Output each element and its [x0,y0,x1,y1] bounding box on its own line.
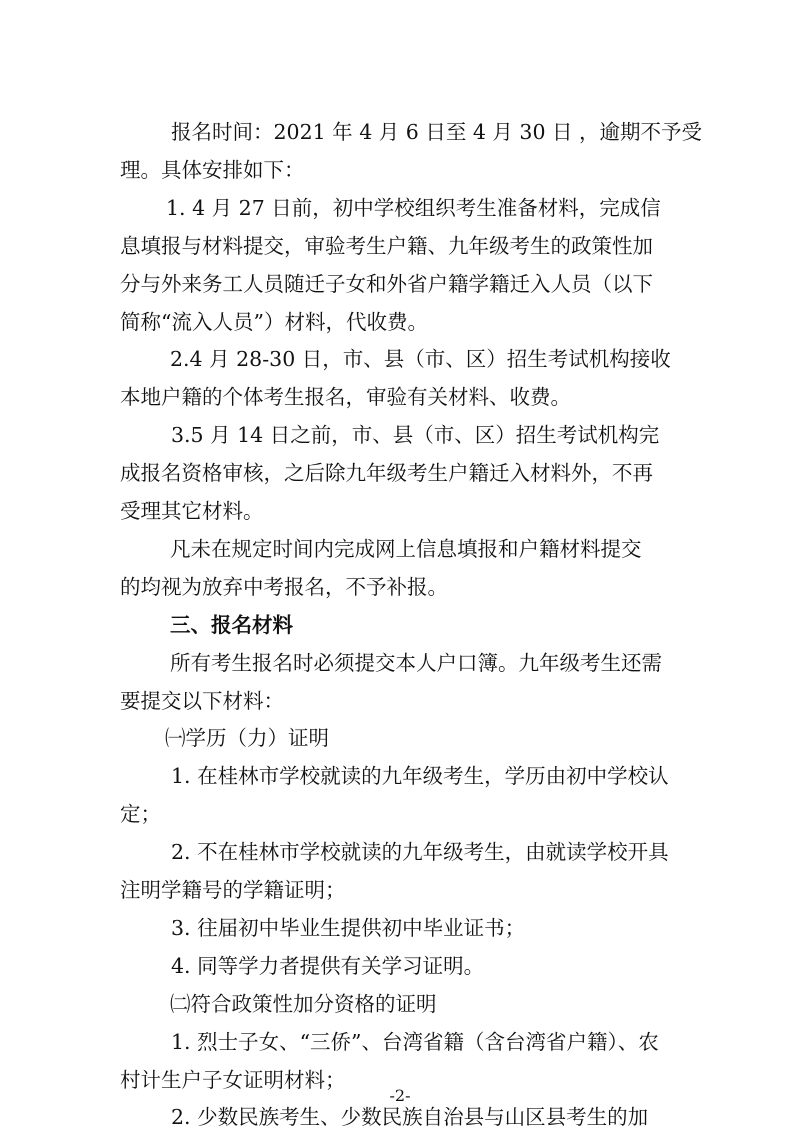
text-line-4: 息填报与材料提交，审验考生户籍、九年级考生的政策性加 [120,234,653,258]
text-line-18: 1. 在桂林市学校就读的九年级考生，学历由初中学校认 [171,764,669,788]
text-line-1: 报名时间：2021 年 4 月 6 日至 4 月 30 日 ，逾期不予受 [171,120,703,144]
text-line-16: 要提交以下材料： [120,689,284,713]
text-line-27: 2. 少数民族考生、少数民族自治县与山区县考生的加 [171,1105,649,1129]
text-line-8: 本地户籍的个体考生报名，审验有关材料、收费。 [120,385,571,409]
text-line-9: 3.5 月 14 日之前，市、县（市、区）招生考试机构完 [171,423,660,447]
section-heading: 三、报名材料 [170,613,293,637]
text-line-26: 村计生户子女证明材料； [120,1068,346,1092]
text-line-19: 定； [120,802,161,826]
text-line-21: 注明学籍号的学籍证明； [120,878,346,902]
text-line-12: 凡未在规定时间内完成网上信息填报和户籍材料提交 [170,537,642,561]
subheading-1: ㈠学历（力）证明 [165,726,329,750]
text-line-25: 1. 烈士子女、“三侨”、台湾省籍（含台湾省户籍）、农 [171,1030,659,1054]
text-line-2: 理。具体安排如下： [120,158,305,182]
subheading-2: ㈡符合政策性加分资格的证明 [170,992,437,1016]
text-line-22: 3. 往届初中毕业生提供初中毕业证书； [171,916,526,940]
text-line-7: 2.4 月 28-30 日，市、县（市、区）招生考试机构接收 [170,347,671,371]
page-number: -2- [389,1086,411,1105]
text-line-23: 4. 同等学力者提供有关学习证明。 [171,954,485,978]
text-line-13: 的均视为放弃中考报名，不予补报。 [120,575,448,599]
text-line-6: 简称“流入人员”）材料，代收费。 [120,310,428,334]
text-line-10: 成报名资格审核，之后除九年级考生户籍迁入材料外，不再 [120,461,653,485]
text-line-20: 2. 不在桂林市学校就读的九年级考生，由就读学校开具 [171,840,669,864]
text-line-15: 所有考生报名时必须提交本人户口簿。九年级考生还需 [170,651,662,675]
text-line-11: 受理其它材料。 [120,499,264,523]
text-line-3: 1. 4 月 27 日前，初中学校组织考生准备材料，完成信 [166,196,661,220]
text-line-5: 分与外来务工人员随迁子女和外省户籍学籍迁入人员（以下 [120,272,653,296]
